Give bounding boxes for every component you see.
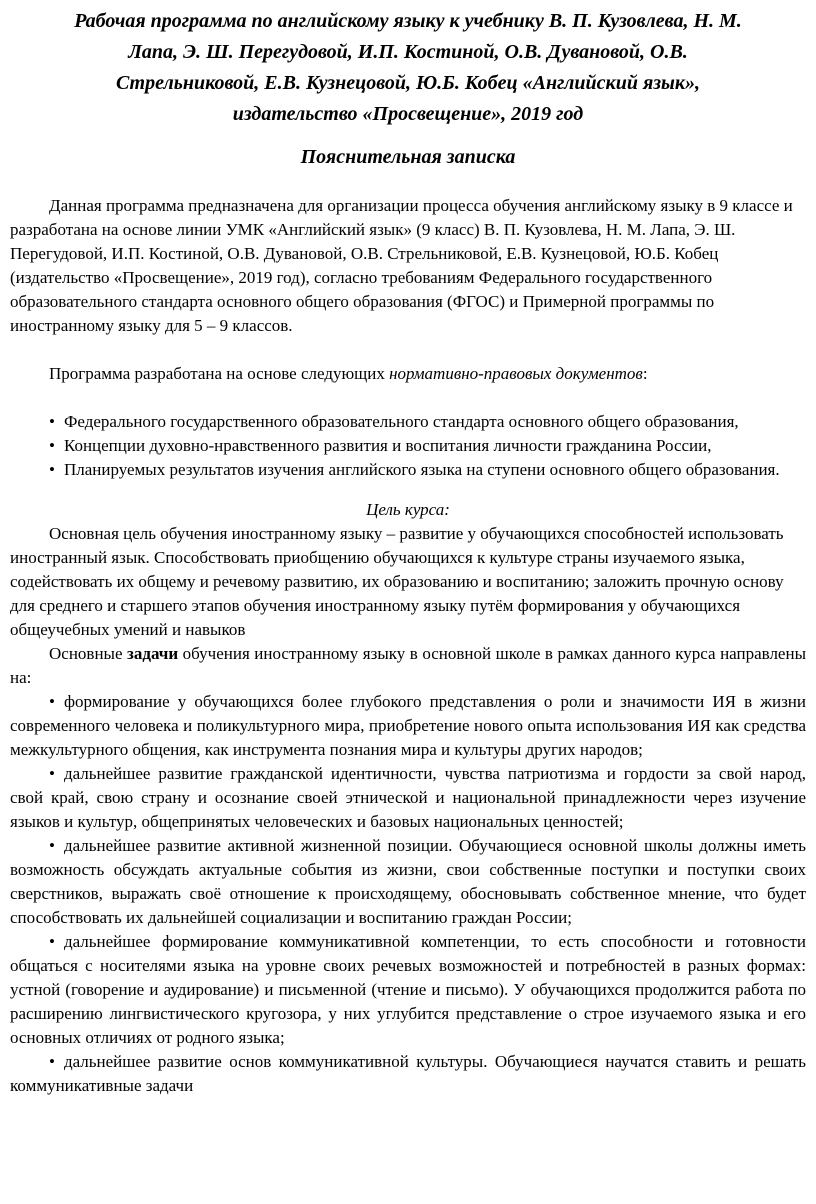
bullet-marker: •	[49, 692, 55, 711]
goal-heading: Цель курса:	[366, 500, 450, 519]
list-item-text: дальнейшее развитие гражданской идентичности, чувства патриотизма и гордости за свой народ, свой край, свою страну и осознание своей этнической и национальной принадлежности через изучение языков и культур, общепринятых человеческих и базовых национальных ценностей;	[10, 764, 806, 831]
list-item-text: Планируемых результатов изучения английского языка на ступени основного общего образования.	[63, 460, 780, 479]
intro-paragraph: Данная программа предназначена для организации процесса обучения английскому языку в 9 классе и разработана на основе линии УМК «Английский язык» (9 класс) В. П. Кузовлева, Н. М. Лапа, Э. Ш. Перегудовой, И.П. Костиной, О.В. Дувановой, О.В. Стрельниковой, Е.В. Кузнецовой, Ю.Б. Кобец (издательство «Просвещение», 2019 год), согласно требованиям Федерального государственного образовательного стандарта основного общего образования (ФГОС) и Примерной программы по иностранному языку для 5 – 9 классов.	[10, 196, 793, 335]
list-item	[10, 458, 806, 482]
tasks-intro-bold: задачи	[127, 644, 179, 663]
list-item	[10, 930, 806, 1050]
clipped-list-item	[10, 1050, 806, 1098]
list-item-text: Федерального государственного образовательного стандарта основного общего образования,	[63, 412, 739, 431]
list-item	[10, 410, 806, 434]
list-item	[10, 434, 806, 458]
goal-paragraph: Основная цель обучения иностранному языку – развитие у обучающихся способностей использовать иностранный язык. Способствовать приобщению обучающихся к культуре страны изучаемого языка, содействовать их общему и речевому развитию, их образованию и воспитанию; заложить прочную основу для среднего и старшего этапов обучения иностранному языку путём формирования у обучающихся общеучебных умений и навыков	[10, 524, 784, 639]
normative-docs-list	[10, 410, 806, 482]
list-item	[10, 762, 806, 834]
bullet-marker: •	[49, 836, 55, 855]
bullet-marker: •	[49, 932, 55, 951]
tasks-intro-paragraph	[10, 642, 806, 690]
docs-intro-suffix: :	[642, 364, 648, 383]
list-item	[10, 690, 806, 762]
bullet-marker: •	[49, 460, 55, 479]
list-item-text: дальнейшее формирование коммуникативной компетенции, то есть способности и готовности общаться с носителями языка на уровне своих речевых возможностей и потребностей в разных формах: устной (говорение и аудирование) и письменной (чтение и письмо). У обучающихся продолжится работа по расширению лингвистического кругозора, у них углубится представление о строе изучаемого языка и его основных отличиях от родного языка;	[10, 932, 806, 1047]
tasks-list	[10, 690, 806, 1050]
list-item	[10, 834, 806, 930]
bullet-marker: •	[49, 412, 55, 431]
bullet-marker: •	[49, 764, 55, 783]
tasks-intro-suffix: обучения иностранному языку в основной школе в рамках данного курса направлены на:	[10, 644, 807, 687]
clipped-bottom-line	[10, 1050, 806, 1098]
docs-intro-prefix: Программа разработана на основе следующих	[49, 364, 390, 383]
list-item-text: дальнейшее развитие активной жизненной позиции. Обучающиеся основной школы должны иметь возможность обсуждать актуальные события из жизни, свои собственные поступки и поступки своих сверстников, выражать своё отношение к происходящему, обосновывать собственное мнение, что будет способствовать их дальнейшей социализации и воспитанию граждан России;	[10, 836, 806, 927]
document-title: Рабочая программа по английскому языку к учебнику В. П. Кузовлева, Н. М. Лапа, Э. Ш. Перегудовой, И.П. Костиной, О.В. Дувановой, О.В. Стрельниковой, Е.В. Кузнецовой, Ю.Б. Кобец «Английский язык», издательство «Просвещение», 2019 год	[74, 10, 742, 125]
section-heading: Пояснительная записка	[300, 146, 516, 168]
bullet-marker: •	[49, 1052, 55, 1071]
docs-intro-italic: нормативно-правовых документов	[389, 364, 643, 383]
list-item-text: формирование у обучающихся более глубокого представления о роли и значимости ИЯ в жизни современного человека и поликультурного мира, приобретение нового опыта использования ИЯ как средства межкультурного общения, как инструмента познания мира и культуры других народов;	[10, 692, 806, 759]
clipped-list-item-text: дальнейшее развитие основ коммуникативной культуры. Обучающиеся научатся ставить и решать коммуникативные задачи	[10, 1052, 806, 1095]
bullet-marker: •	[49, 436, 55, 455]
tasks-intro-prefix: Основные	[49, 644, 128, 663]
list-item-text: Концепции духовно-нравственного развития и воспитания личности гражданина России,	[63, 436, 712, 455]
docs-intro-paragraph	[10, 362, 806, 386]
